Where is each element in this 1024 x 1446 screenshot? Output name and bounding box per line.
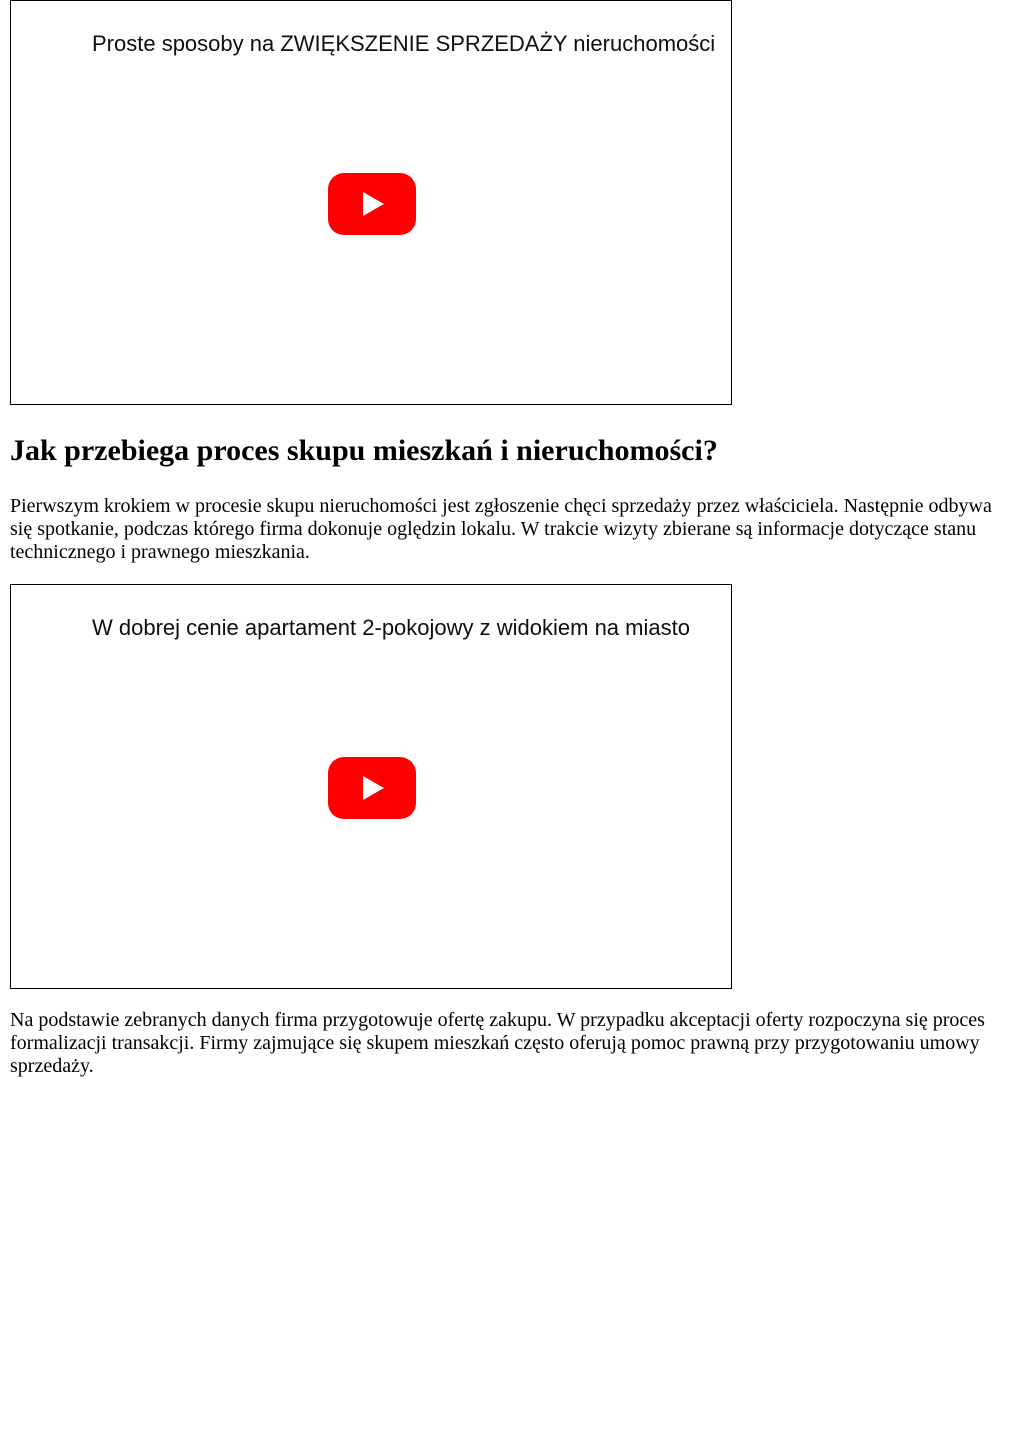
paragraph-offer: Na podstawie zebranych danych firma przygotowuje ofertę zakupu. W przypadku akceptacji oferty rozpoczyna się proces formalizacji transakcji. Firmy zajmujące się skupem mieszkań często oferują pomoc prawną przy przygotowaniu umowy sprzedaży. xyxy=(10,1009,985,1077)
video-title[interactable]: Proste sposoby na ZWIĘKSZENIE SPRZEDAŻY nieruchomości xyxy=(92,31,716,56)
video-title[interactable]: W dobrej cenie apartament 2-pokojowy z widokiem na miasto xyxy=(92,615,690,640)
paragraph-process-start: Pierwszym krokiem w procesie skupu nieruchomości jest zgłoszenie chęci sprzedaży przez właściciela. Następnie odbywa się spotkanie, podczas którego firma dokonuje oględzin lokalu. W trakcie wizyty zbierane są informacje dotyczące stanu technicznego i prawnego mieszkania. xyxy=(10,495,992,563)
article-content xyxy=(10,0,1010,1078)
youtube-play-button[interactable] xyxy=(328,757,416,819)
youtube-play-icon[interactable] xyxy=(328,757,416,819)
video-embed-1[interactable] xyxy=(10,0,732,405)
section-heading: Jak przebiega proces skupu mieszkań i nieruchomości? xyxy=(10,434,718,467)
youtube-play-icon[interactable] xyxy=(328,173,416,235)
youtube-play-button[interactable] xyxy=(328,173,416,235)
video-embed-2[interactable] xyxy=(10,584,732,989)
